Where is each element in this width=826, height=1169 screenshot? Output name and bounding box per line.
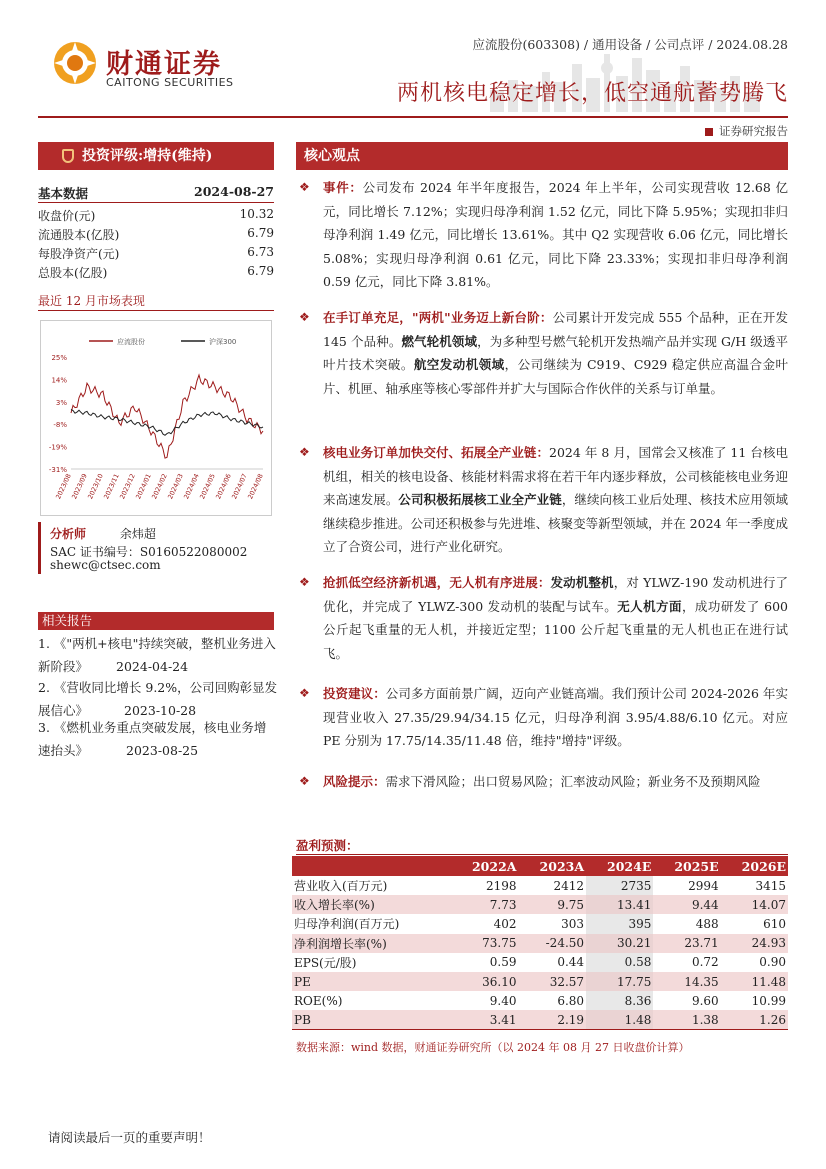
table-row <box>292 914 788 933</box>
table-cell: 2994 <box>688 878 719 893</box>
basic-data-label: 流通股本(亿股) <box>38 228 120 242</box>
analyst-name-row <box>50 525 156 542</box>
table-cell: 0.72 <box>691 955 719 970</box>
y-tick-label: -31% <box>48 466 67 474</box>
paragraph-title: 投资建议： <box>323 686 386 701</box>
paragraph-title: 在手订单充足，"两机"业务迈上新台阶： <box>323 310 553 325</box>
basic-data-row <box>38 264 274 281</box>
related-report-date: 2023-10-28 <box>124 703 197 718</box>
table-row-label: PB <box>292 1010 451 1029</box>
report-meta: 应流股份(603308) / 通用设备 / 公司点评 / 2024.08.28 <box>472 37 788 52</box>
table-cell: 32.57 <box>518 972 586 991</box>
table-cell: 9.60 <box>691 993 719 1008</box>
table-cell: 9.75 <box>518 895 586 914</box>
analyst-email[interactable]: shewc@ctsec.com <box>50 558 161 572</box>
diamond-bullet-icon: ❖ <box>299 575 310 589</box>
basic-data-title: 基本数据 <box>38 186 89 201</box>
basic-data-date: 2024-08-27 <box>194 184 274 199</box>
x-tick-label: 2024/05 <box>198 472 217 501</box>
x-tick-label: 2023/12 <box>118 472 137 501</box>
legend-label: 沪深300 <box>209 338 237 346</box>
table-header-cell: 2023A <box>518 856 586 876</box>
x-tick-label: 2024/03 <box>166 472 185 501</box>
logo-text-en: CAITONG SECURITIES <box>106 76 234 89</box>
table-row-label: ROE(%) <box>294 993 343 1008</box>
analyst-accent-bar <box>38 522 41 574</box>
orders-paragraph <box>296 306 788 400</box>
table-row-label: PE <box>292 972 451 991</box>
table-cell: 2412 <box>553 878 585 893</box>
table-row-label: 净利润增长率(%) <box>292 934 451 953</box>
table-cell: 610 <box>763 916 786 931</box>
table-header-cell <box>292 856 451 876</box>
table-cell: 1.38 <box>653 1010 720 1029</box>
paragraph-highlight: 发动机整机 <box>550 575 614 590</box>
report-headline: 两机核电稳定增长，低空通航蓄势腾飞 <box>396 81 788 106</box>
basic-data-header <box>38 184 274 202</box>
investment-advice-paragraph <box>296 682 788 753</box>
x-tick-label: 2024/06 <box>214 472 233 501</box>
market-divider <box>38 310 274 311</box>
rating-bar <box>38 142 274 170</box>
table-cell: 14.07 <box>721 895 788 914</box>
table-row <box>292 934 788 953</box>
basic-data-row <box>38 226 274 243</box>
paragraph-highlight: 燃气轮机领域 <box>401 333 478 349</box>
y-tick-label: 3% <box>55 398 67 407</box>
table-cell: 23.71 <box>653 934 720 953</box>
x-tick-label: 2024/08 <box>246 472 265 501</box>
table-header-cell: 2022A <box>451 856 519 876</box>
profit-divider <box>296 854 788 855</box>
x-tick-label: 2023/11 <box>102 472 121 501</box>
paragraph-body: ，为多种型号燃气轮机开发热端产品并实现 G/H 级透平叶片技术突破。 <box>323 333 788 372</box>
table-cell: 402 <box>493 916 517 931</box>
diamond-bullet-icon: ❖ <box>299 445 310 459</box>
table-row <box>292 876 788 895</box>
paragraph-title: 核电业务订单加快交付、拓展全产业链： <box>323 445 549 460</box>
paragraph-body: ，继续向核工业后处理、核技术应用领域继续稳步推进。公司还积极参与先进堆、核聚变等新型领域，并在 2024 年一季度成立了合资公司，进行产业化研究。 <box>323 492 788 554</box>
logo-text-cn: 财通证券 <box>106 49 222 80</box>
table-cell: 30.21 <box>586 934 653 953</box>
y-tick-label: -19% <box>48 443 67 452</box>
paragraph-body: 公司发布 2024 年半年度报告，2024 年上半年，公司实现营收 12.68 亿元，同比增长 7.12%；实现归母净利润 1.52 亿元，同比下降 5.95%；实现扣非归母净利润 1.49 亿元，同比增长 13.61%。其中 Q2 实现营收 6.06 亿元，同比增长 5.08%；实现归母净利润 0.61 亿元，同比下降 23.33%；实现扣非归母净利润 0.59 亿元，同比下降 3.81%。 <box>323 180 788 289</box>
table-row-label: 收入增长率(%) <box>292 895 451 914</box>
header-divider <box>38 116 788 118</box>
related-report-item[interactable] <box>38 632 278 678</box>
nuclear-paragraph <box>296 441 788 559</box>
related-reports-title: 相关报告 <box>38 612 274 630</box>
diamond-bullet-icon: ❖ <box>299 686 310 700</box>
data-source-note: 数据来源：wind 数据，财通证券研究所（以 2024 年 08 月 27 日收盘价计算） <box>296 1041 690 1054</box>
basic-data-value: 10.32 <box>239 207 274 221</box>
x-tick-label: 2024/02 <box>150 472 169 501</box>
table-cell: 17.75 <box>586 972 653 991</box>
related-report-date: 2024-04-24 <box>116 659 189 674</box>
basic-data-divider <box>38 202 274 203</box>
event-paragraph <box>296 176 788 294</box>
rating-label: 投资评级:增持(维持) <box>82 148 213 164</box>
paragraph-body: 需求下滑风险；出口贸易风险；汇率波动风险；新业务不及预期风险 <box>385 774 761 789</box>
table-cell: 2198 <box>485 878 517 893</box>
table-row <box>292 991 788 1010</box>
table-cell: -24.50 <box>518 934 586 953</box>
low-altitude-paragraph <box>296 571 788 665</box>
core-view-title: 核心观点 <box>296 142 788 170</box>
basic-data-value: 6.73 <box>247 245 274 259</box>
basic-data-label: 每股净资产(元) <box>38 247 120 261</box>
table-cell: 0.58 <box>586 953 653 972</box>
table-row <box>292 953 788 972</box>
table-cell: 2735 <box>586 876 653 895</box>
table-cell: 6.80 <box>557 993 585 1008</box>
table-cell: 10.99 <box>751 993 786 1008</box>
paragraph-body: 2024 年 8 月，国常会又核准了 11 台核电机组，相关的核电设备、核能材料需求将在若干年内逐步释放，公司核能核电业务迎来高速发展。 <box>323 445 788 507</box>
table-cell: 3.41 <box>451 1010 519 1029</box>
table-cell: 36.10 <box>451 972 519 991</box>
table-row <box>292 1010 788 1029</box>
profit-forecast-table <box>292 856 788 1030</box>
paragraph-body: ，公司继续为 C919、C929 稳定供应高温合金叶片、机匣、轴承座等核心零部件并扩大与国际合作伙伴的关系与订单量。 <box>323 357 788 396</box>
basic-data-label: 收盘价(元) <box>38 209 96 223</box>
table-cell: 14.35 <box>653 972 720 991</box>
shield-icon <box>62 149 74 163</box>
table-header-cell: 2026E <box>721 856 788 876</box>
table-cell: 13.41 <box>586 895 653 914</box>
paragraph-body: 公司累计开发完成 555 个品种，正在开发 145 个品种。 <box>323 310 788 349</box>
table-cell: 9.40 <box>489 993 517 1008</box>
table-header-cell: 2024E <box>586 856 653 876</box>
series-line <box>71 375 263 458</box>
profit-forecast-title: 盈利预测： <box>296 838 359 853</box>
related-report-title[interactable]: 1. 《"两机+核电"持续突破，整机业务进入新阶段》 <box>38 636 276 674</box>
paragraph-title: 事件： <box>323 180 363 195</box>
paragraph-body: ，对 YLWZ-190 发动机进行了优化，并完成了 YLWZ-300 发动机的装配与试车。 <box>323 575 788 614</box>
y-tick-label: -8% <box>53 421 67 430</box>
basic-data-row <box>38 245 274 262</box>
risk-paragraph <box>296 770 788 794</box>
analyst-sac: SAC 证书编号：S0160522080002 <box>50 545 248 559</box>
basic-data-label: 总股本(亿股) <box>38 266 108 280</box>
table-cell: 8.36 <box>586 991 653 1010</box>
series-line <box>71 410 263 436</box>
legend-label: 应流股份 <box>117 338 145 346</box>
footer-disclaimer: 请阅读最后一页的重要声明！ <box>48 1130 211 1145</box>
table-cell: 0.59 <box>489 955 517 970</box>
diamond-bullet-icon: ❖ <box>299 310 310 324</box>
paragraph-body: ，成功研发了 600 公斤起飞重量的无人机，并接近定型；1100 公斤起飞重量的无人机也正在进行试飞。 <box>323 598 788 661</box>
related-report-title[interactable]: 2. 《营收同比增长 9.2%，公司回购彰显发展信心》 <box>38 680 278 718</box>
table-header-cell: 2025E <box>653 856 720 876</box>
paragraph-title: 风险提示： <box>323 774 386 789</box>
related-report-title[interactable]: 3. 《燃机业务重点突破发展，核电业务增速抬头》 <box>38 720 267 758</box>
x-tick-label: 2024/01 <box>134 472 153 501</box>
x-tick-label: 2023/08 <box>54 472 73 501</box>
paragraph-body: 公司多方面前景广阔，迈向产业链高端。我们预计公司 2024-2026 年实现营业收入 27.35/29.94/34.15 亿元，归母净利润 3.95/4.88/6.10 亿元。对应 PE 分别为 17.75/14.35/11.48 倍，维持"增持"评级。 <box>323 686 788 748</box>
table-cell: 2.19 <box>518 1010 586 1029</box>
basic-data-row <box>38 207 274 224</box>
table-cell: 73.75 <box>451 934 519 953</box>
related-report-item[interactable] <box>38 716 278 762</box>
analyst-name: 余炜超 <box>119 527 156 541</box>
table-cell: 11.48 <box>721 972 788 991</box>
analyst-label: 分析师 <box>50 527 87 541</box>
diamond-bullet-icon: ❖ <box>299 774 310 788</box>
basic-data-value: 6.79 <box>247 226 274 240</box>
x-tick-label: 2024/07 <box>230 472 249 501</box>
table-cell: 0.44 <box>557 955 585 970</box>
x-tick-label: 2023/10 <box>86 472 105 501</box>
table-row <box>292 895 788 914</box>
table-cell: 303 <box>561 916 585 931</box>
table-cell: 488 <box>695 916 719 931</box>
table-cell: 1.48 <box>586 1010 653 1029</box>
table-cell: 7.73 <box>451 895 519 914</box>
caitong-logo-mark-icon <box>52 40 98 86</box>
y-tick-label: 25% <box>51 354 67 362</box>
table-cell: 395 <box>586 914 653 933</box>
table-row-label: 营业收入(百万元) <box>294 879 388 894</box>
paragraph-highlight: 无人机方面 <box>617 598 682 614</box>
paragraph-title: 抢抓低空经济新机遇，无人机有序进展： <box>323 575 551 590</box>
table-row <box>292 972 788 991</box>
doc-type-label: 证券研究报告 <box>705 123 788 139</box>
y-tick-label: 14% <box>51 376 67 385</box>
table-header-row <box>292 856 788 876</box>
related-report-date: 2023-08-25 <box>126 743 199 758</box>
market-performance-title: 最近 12 月市场表现 <box>38 294 145 308</box>
stock-chart-svg <box>41 321 271 515</box>
stock-chart <box>40 320 272 516</box>
table-row-label: 归母净利润(百万元) <box>294 917 400 932</box>
x-tick-label: 2023/09 <box>70 472 89 501</box>
paragraph-highlight: 航空发动机领域 <box>413 357 505 372</box>
table-cell: 0.90 <box>759 955 786 970</box>
table-cell: 24.93 <box>721 934 788 953</box>
diamond-bullet-icon: ❖ <box>299 180 310 194</box>
table-cell: 3415 <box>755 878 786 893</box>
paragraph-highlight: 公司积极拓展核工业全产业链 <box>398 492 562 507</box>
table-cell: 9.44 <box>653 895 720 914</box>
table-cell: 1.26 <box>721 1010 788 1029</box>
basic-data-value: 6.79 <box>247 264 274 278</box>
table-row-label: EPS(元/股) <box>294 955 357 970</box>
x-tick-label: 2024/04 <box>182 472 201 501</box>
